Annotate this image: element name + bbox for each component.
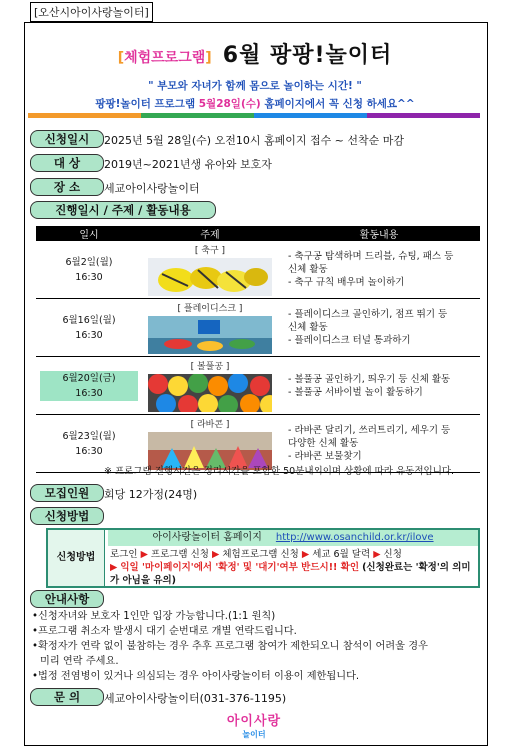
list-item: •신청자녀와 보호자 1인만 입장 가능합니다.(1:1 원칙) — [32, 611, 276, 622]
category-label: [체험프로그램] — [117, 50, 212, 66]
place-value: 세교아이사랑놀이터 — [104, 182, 200, 195]
page-title — [0, 38, 510, 69]
apply-date-value: 2025년 5월 28일(수) 오전10시 홈페이지 접수 ~ 선착순 마감 — [104, 134, 405, 147]
contact-value: 세교아이사랑놀이터(031-376-1195) — [104, 692, 287, 705]
title-text: 6월 팡팡!놀이터 — [222, 43, 393, 68]
table-row: 6월20일(금) 16:30 [ 볼풀공 ] - 볼풀공 골인하기, 띄우기 등 신체 활동 - 볼풀공 서바이벌 놀이 활동하기 — [36, 357, 480, 415]
schedule-label: 진행일시 / 주제 / 활동내용 — [30, 201, 216, 219]
theme-name: [ 축구 ] — [194, 246, 226, 256]
apply-method-label: 신청방법 — [30, 507, 104, 525]
target-label: 대 상 — [30, 154, 104, 172]
schedule-table — [36, 226, 480, 473]
theme-name: [ 볼풀공 ] — [190, 362, 230, 372]
list-item: •법정 전염병이 있거나 의심되는 경우 아이사랑놀이터 이용이 제한됩니다. — [32, 671, 360, 682]
ball-pit-image — [148, 374, 272, 412]
guide-list — [32, 609, 428, 684]
recruit-value: 회당 12가정(24명) — [104, 488, 198, 501]
table-row: 6월2일(월) 16:30 [ 축구 ] - 축구공 탐색하며 드리블, 슈팅, 패스 등 신체 활동 - 축구 규칙 배우며 놀이하기 — [36, 241, 480, 299]
apply-side-label: 신청방법 — [48, 530, 105, 586]
list-item: •확정자가 연락 없이 불참하는 경우 추후 프로그램 참여가 제한되오니 참석이 어려울 경우 — [32, 641, 428, 652]
notice: 팡팡!놀이터 프로그램 5월28일(수) 홈페이지에서 꼭 신청 하세요^^ — [95, 98, 415, 110]
table-row: 6월16일(월) 16:30 [ 플레이디스크 ] - 플레이디스크 골인하기, 점프 뛰기 등 신체 활동 - 플레이디스크 터널 통과하기 — [36, 299, 480, 357]
place-label: 장 소 — [30, 178, 104, 196]
apply-steps: 로그인 ▶ 프로그램 신청 ▶ 체험프로그램 신청 ▶ 세교 6월 달력 ▶ 신청 ▶ 익일 '마이페이지'에서 '확정' 및 '대기'여부 반드시!! 확인 (신청완료는 '확정'의 의미가 아님을 유의) — [110, 549, 471, 586]
guide-label: 안내사항 — [30, 590, 104, 608]
list-item: 미리 연락 주세요. — [40, 656, 119, 667]
target-value: 2019년~2021년생 유아와 보호자 — [104, 158, 272, 171]
homepage-link[interactable]: http://www.osanchild.or.kr/ilove — [275, 532, 434, 543]
theme-name: [ 라바콘 ] — [190, 420, 230, 430]
list-item: •프로그램 취소자 발생시 대기 순번대로 개별 연락드립니다. — [32, 626, 297, 637]
table-row: 6월23일(월) 16:30 [ 라바콘 ] - 라바콘 달리기, 쓰러트리기, 세우기 등 다양한 신체 활동 - 라바콘 보물찾기 — [36, 415, 480, 473]
schedule-footnote: ※ 프로그램 진행시간은 정리시간을 포함한 50분내외이며 상황에 따라 유동적입니다. — [104, 466, 455, 477]
col-header-theme: 주제 — [142, 226, 278, 241]
apply-site: 아이사랑놀이터 홈페이지 http://www.osanchild.or.kr/ilove — [108, 530, 478, 546]
brand-logo: 아이사랑 놀이터 — [226, 714, 282, 739]
subtitle: " 부모와 자녀가 함께 몸으로 놀이하는 시간! " — [148, 80, 362, 92]
col-header-date: 일시 — [36, 226, 142, 241]
recruit-label: 모집인원 — [30, 484, 104, 502]
soccer-image — [148, 258, 272, 296]
play-disc-image — [148, 316, 272, 354]
apply-method-box — [46, 528, 480, 588]
color-stripe — [28, 113, 480, 118]
theme-name: [ 플레이디스크 ] — [177, 304, 243, 314]
col-header-activity: 활동내용 — [278, 226, 480, 241]
apply-date-label: 신청일시 — [30, 130, 104, 148]
org-tag: [오산시아이사랑놀이터] — [30, 2, 153, 22]
contact-label: 문 의 — [30, 688, 104, 706]
